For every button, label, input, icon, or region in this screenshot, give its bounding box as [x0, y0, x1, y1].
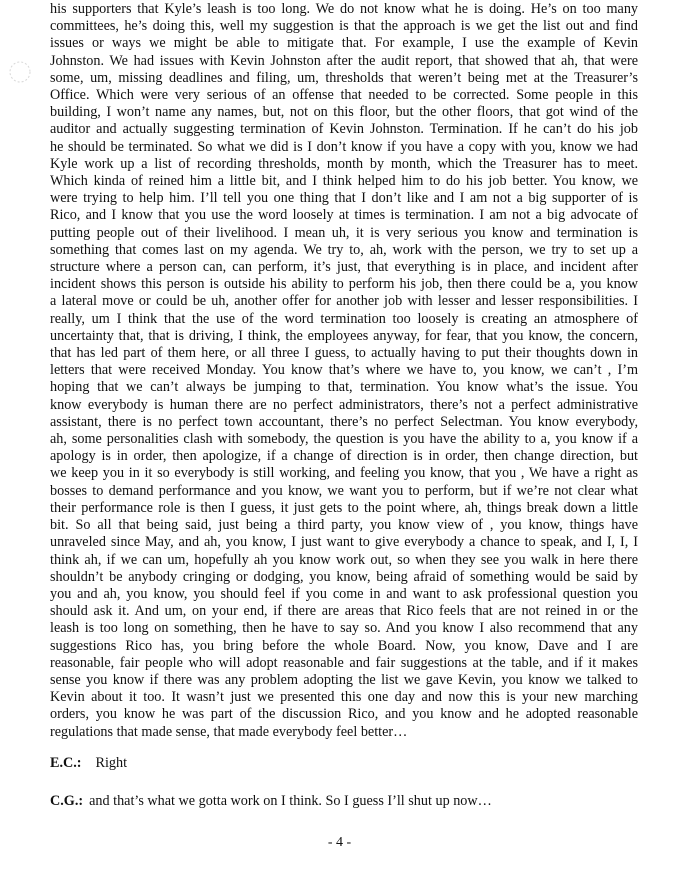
- margin-stamp-mark: [6, 58, 34, 86]
- text-line: apology is in order, then apologize, if a change of direction is in order, then change direction, but: [50, 448, 638, 465]
- text-line: reasonable, fair people who will adopt reasonable and fair suggestions at the table, and if it makes: [50, 654, 638, 671]
- text-line: orders, you know he was part of the discussion Rico, and you know and he adopted reasonable: [50, 706, 638, 723]
- text-line: issues or ways we might be able to mitigate that. For example, I use the example of Kevin: [50, 35, 638, 52]
- text-line: uncertainty that, that is driving, I think, the employees anyway, for fear, that you know, the concern,: [50, 327, 638, 344]
- text-line: he should be terminated. So what we did is I don’t know if you have a copy with you, know we had: [50, 138, 638, 155]
- text-line: Rico, and I know that you use the word loosely at times is termination. I am not a big advocate of: [50, 207, 638, 224]
- text-line: a lateral move or could be uh, another offer for another job with lesser and lesser responsibilities. I: [50, 293, 638, 310]
- text-line: Office. Which were very serious of an offense that needed to be corrected. Some people in this: [50, 87, 638, 104]
- text-line: suggestions Rico has, you bring before the whole Board. Now, you know, Dave and I are: [50, 637, 638, 654]
- text-line: Kevin about it too. It wasn’t just we presented this one day and now this is your new marching: [50, 689, 638, 706]
- text-line: ah, some personalities clash with somebody, the question is you have the ability to a, you know if a: [50, 431, 638, 448]
- text-line: sense you know if there was any problem adopting the list we gave Kevin, you know we talked to: [50, 671, 638, 688]
- text-line: putting people out of their livelihood. I mean uh, it is very serious you know and termination is: [50, 224, 638, 241]
- text-line: letters that were received Monday. You know that’s where we have to, you know, we can’t , I’m: [50, 362, 638, 379]
- text-line: some, um, missing deadlines and filing, um, thresholds that weren’t being met at the Treasurer’s: [50, 69, 638, 86]
- utterance-ec: Right: [95, 755, 128, 771]
- text-line: Johnston. We had issues with Kevin Johnston after the audit report, that showed that ah, that were: [50, 52, 638, 69]
- text-line: know everybody is human there are no perfect administrators, there’s not a perfect administrative: [50, 396, 638, 413]
- text-line: really, um I think that the use of the word termination too loosely is creating an atmosphere of: [50, 310, 638, 327]
- text-line: bit. So all that being said, just being a third party, you know view of , you know, things have: [50, 517, 638, 534]
- speaker-label-ec: E.C.:: [50, 755, 82, 771]
- text-line: committees, he’s doing this, well my suggestion is that the approach is we get the list out and find: [50, 18, 638, 35]
- text-line: that has led part of them here, or all three I guess, to actually having to put their thoughts down in: [50, 345, 638, 362]
- text-line: we keep you in it so everybody is still working, and feeling you know, that you , We have a right as: [50, 465, 638, 482]
- text-line: their performance role is then I guess, it just gets to the point where, ah, things break down a little: [50, 499, 638, 516]
- text-line: auditor and actually suggesting termination of Kevin Johnston. Termination. If he can’t do his job: [50, 121, 638, 138]
- text-line: should ask it. And um, on your end, if there are areas that Rico feels that are not reined in or the: [50, 603, 638, 620]
- page-number: - 4 -: [327, 835, 352, 850]
- text-line: structure where a person can, can perform, it’s just, that everything is in place, and incident after: [50, 259, 638, 276]
- text-line: Which kinda of reined him a little bit, and I think helped him to do his job better. You know, we: [50, 173, 638, 190]
- speaker-line-ec: [50, 755, 127, 772]
- text-line: unraveled since May, and ah, you know, I just want to give everybody a chance to speak, and I, I, I: [50, 534, 638, 551]
- text-line: you and ah, you know, you should feel if you come in and want to ask professional question you: [50, 585, 638, 602]
- text-line: hoping that we can’t always be jumping to that, termination. You know what’s the issue. You: [50, 379, 638, 396]
- text-line: his supporters that Kyle’s leash is too long. We do not know what he is doing. He’s on too many: [50, 1, 638, 17]
- text-line: leash is too long on something, then he have to say so. And you know I also recommend that any: [50, 620, 638, 637]
- text-line: something that comes last on my agenda. We try to, ah, work with the person, we try to set up a: [50, 241, 638, 258]
- text-line: were trying to help him. I’ll tell you one thing that I don’t like and I am not a big supporter of is: [50, 190, 638, 207]
- text-line: bosses to demand performance and you know, we want you to perform, but if we’re not clear what: [50, 482, 638, 499]
- text-line: think ah, if we can um, hopefully ah you know work out, so when they see you walk in here there: [50, 551, 638, 568]
- text-line: regulations that made sense, that made everybody feel better…: [50, 723, 408, 740]
- text-line: incident shows this person is outside his ability to perform his job, then there could be a, you know: [50, 276, 638, 293]
- speaker-label-cg: C.G.:: [50, 793, 84, 809]
- transcript-paragraph: [50, 1, 638, 741]
- utterance-cg: and that’s what we gotta work on I think. So I guess I’ll shut up now…: [89, 793, 492, 809]
- text-line: building, I won’t name any names, but, not on this floor, but the other floors, that got wind of the: [50, 104, 638, 121]
- text-line: assistant, there is no perfect town accountant, there’s no perfect Selectman. You know everybody,: [50, 413, 638, 430]
- speaker-line-cg: [50, 793, 492, 810]
- text-line: shouldn’t be anybody cringing or dodging, you know, being afraid of something would be said by: [50, 568, 638, 585]
- text-line: Kyle work up a list of recording thresholds, month by month, which the Treasurer has to meet.: [50, 155, 638, 172]
